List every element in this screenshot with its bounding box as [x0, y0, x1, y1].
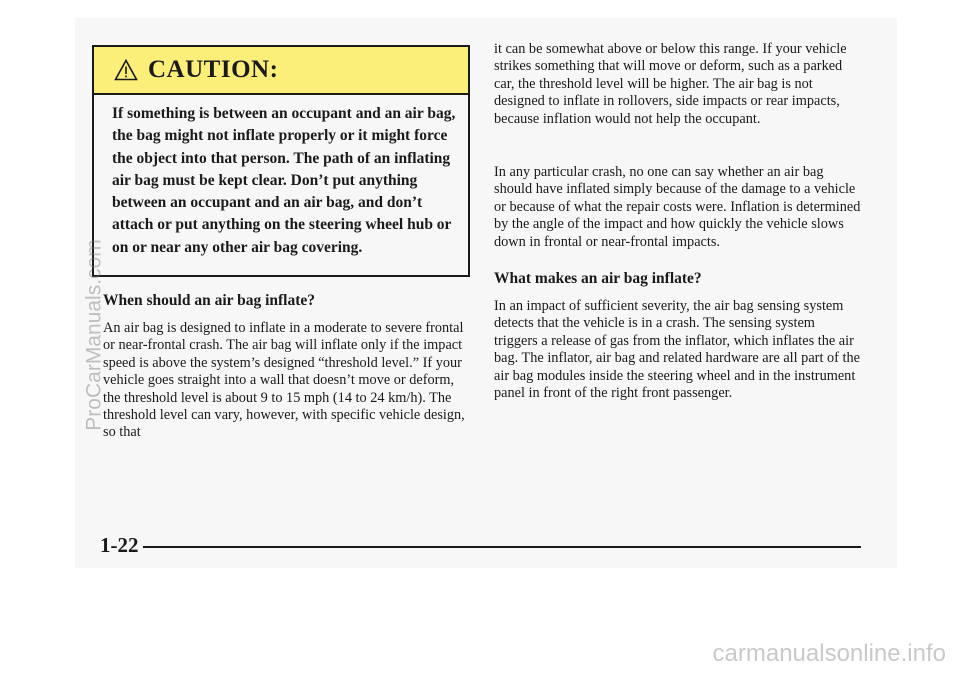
section-heading-what-makes-inflate: What makes an air bag inflate?: [494, 270, 702, 287]
footer-rule: [143, 546, 861, 548]
warning-triangle-icon: [114, 59, 138, 81]
paragraph-when-inflate: An air bag is designed to inflate in a moderate to severe frontal or near-frontal crash. The air bag will inflate only if the impact speed is above the system’s designed “threshold level.” If your vehicle goes straight into a wall that doesn’t move or deform, the threshold level is about 9 to 15 mph (14 to 24 km/h). The threshold level can vary, however, with specific vehicle design, so that: [103, 320, 465, 441]
caution-box: [92, 45, 470, 277]
side-watermark-text: ProCarManuals.com: [83, 239, 106, 431]
bottom-watermark: carmanualsonline.info: [712, 640, 946, 667]
paragraph-any-crash: In any particular crash, no one can say whether an air bag should have inflated simply because of the damage to a vehicle or because of what the repair costs were. Inflation is determined by the angle of the impact and how quickly the vehicle slows down in frontal or near-frontal impacts.: [494, 164, 861, 250]
paragraph-threshold-range: it can be somewhat above or below this range. If your vehicle strikes something that will move or deform, such as a parked car, the threshold level will be higher. The air bag is not designed to inflate in rollovers, side impacts or rear impacts, because inflation would not help the occupant.: [494, 41, 847, 127]
caution-text: If something is between an occupant and an air bag, the bag might not inflate properly or it might force the object into that person. The path of an inflating air bag must be kept clear. Don’t put anything between an occupant and an air bag, and don’t attach or put anything on the steering wheel hub or on or near any other air bag covering.: [112, 105, 456, 256]
caution-title: CAUTION:: [148, 56, 279, 83]
caution-header: [94, 47, 468, 95]
page-number: 1-22: [100, 533, 139, 557]
side-watermark: [78, 175, 112, 495]
paragraph-sensing-system: In an impact of sufficient severity, the air bag sensing system detects that the vehicle is in a crash. The sensing system triggers a release of gas from the inflator, which inflates the air bag. The inflator, air bag and related hardware are all part of the air bag modules inside the steering wheel and in the instrument panel in front of the right front passenger.: [494, 298, 860, 402]
section-heading-when-inflate: When should an air bag inflate?: [103, 292, 316, 309]
